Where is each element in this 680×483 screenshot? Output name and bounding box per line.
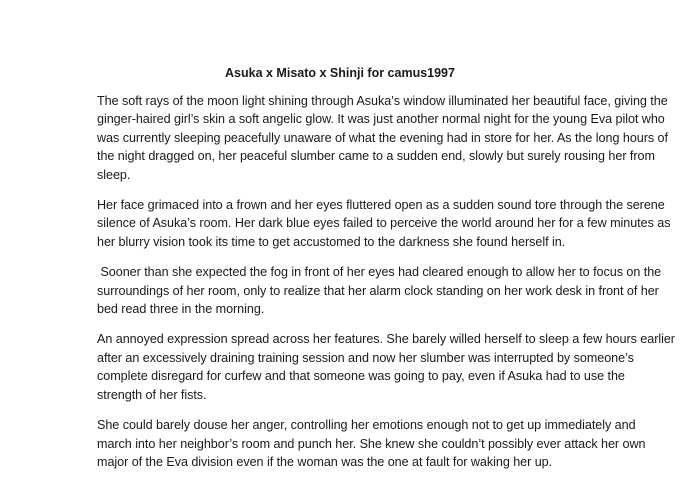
text-line: Sooner than she expected the fog in front of her eyes had cleared enough to allow her to focus on the — [97, 265, 662, 280]
text-line: surroundings of her room, only to realize that her alarm clock standing on her work desk in front of her — [97, 283, 659, 298]
text-line: An annoyed expression spread across her features. She barely willed herself to sleep a few hours earlier — [97, 332, 675, 347]
text-line: her blurry vision took its time to get accustomed to the darkness she found herself in. — [97, 234, 566, 249]
document-title: Asuka x Misato x Shinji for camus1997 — [225, 66, 455, 80]
paragraph-3 — [97, 263, 662, 318]
text-line: strength of her fists. — [97, 387, 207, 402]
text-line: the night dragged on, her peaceful slumber came to a sudden end, slowly but surely rousing her from — [97, 149, 655, 164]
text-line: sleep. — [97, 167, 131, 182]
document-body — [97, 92, 675, 483]
text-line: ginger-haired girl’s skin a soft angelic glow. It was just another normal night for the young Eva pilot who — [97, 112, 665, 127]
text-line: She could barely douse her anger, controlling her emotions enough not to get up immediately and — [97, 418, 636, 433]
text-line: was currently sleeping peacefully unaware of what the evening had in store for her. As the long hours of — [97, 130, 668, 145]
paragraph-2 — [97, 196, 671, 251]
text-line: major of the Eva division even if the woman was the one at fault for waking her up. — [97, 454, 553, 469]
paragraph-1 — [97, 92, 668, 184]
text-line: after an excessively draining training session and now her slumber was interrupted by someone’s — [97, 350, 634, 365]
text-line: complete disregard for curfew and that someone was going to pay, even if Asuka had to use the — [97, 369, 625, 384]
text-line: bed read three in the morning. — [97, 302, 265, 317]
paragraph-4 — [97, 330, 675, 404]
text-line: silence of Asuka’s room. Her dark blue eyes failed to perceive the world around her for a few minutes as — [97, 216, 671, 231]
text-line: The soft rays of the moon light shining through Asuka’s window illuminated her beautiful face, giving the — [97, 94, 668, 108]
text-line: march into her neighbor’s room and punch her. She knew she couldn’t possibly ever attack her own — [97, 436, 646, 451]
text-line: Her face grimaced into a frown and her eyes fluttered open as a sudden sound tore through the serene — [97, 198, 665, 213]
paragraph-5 — [97, 416, 646, 471]
